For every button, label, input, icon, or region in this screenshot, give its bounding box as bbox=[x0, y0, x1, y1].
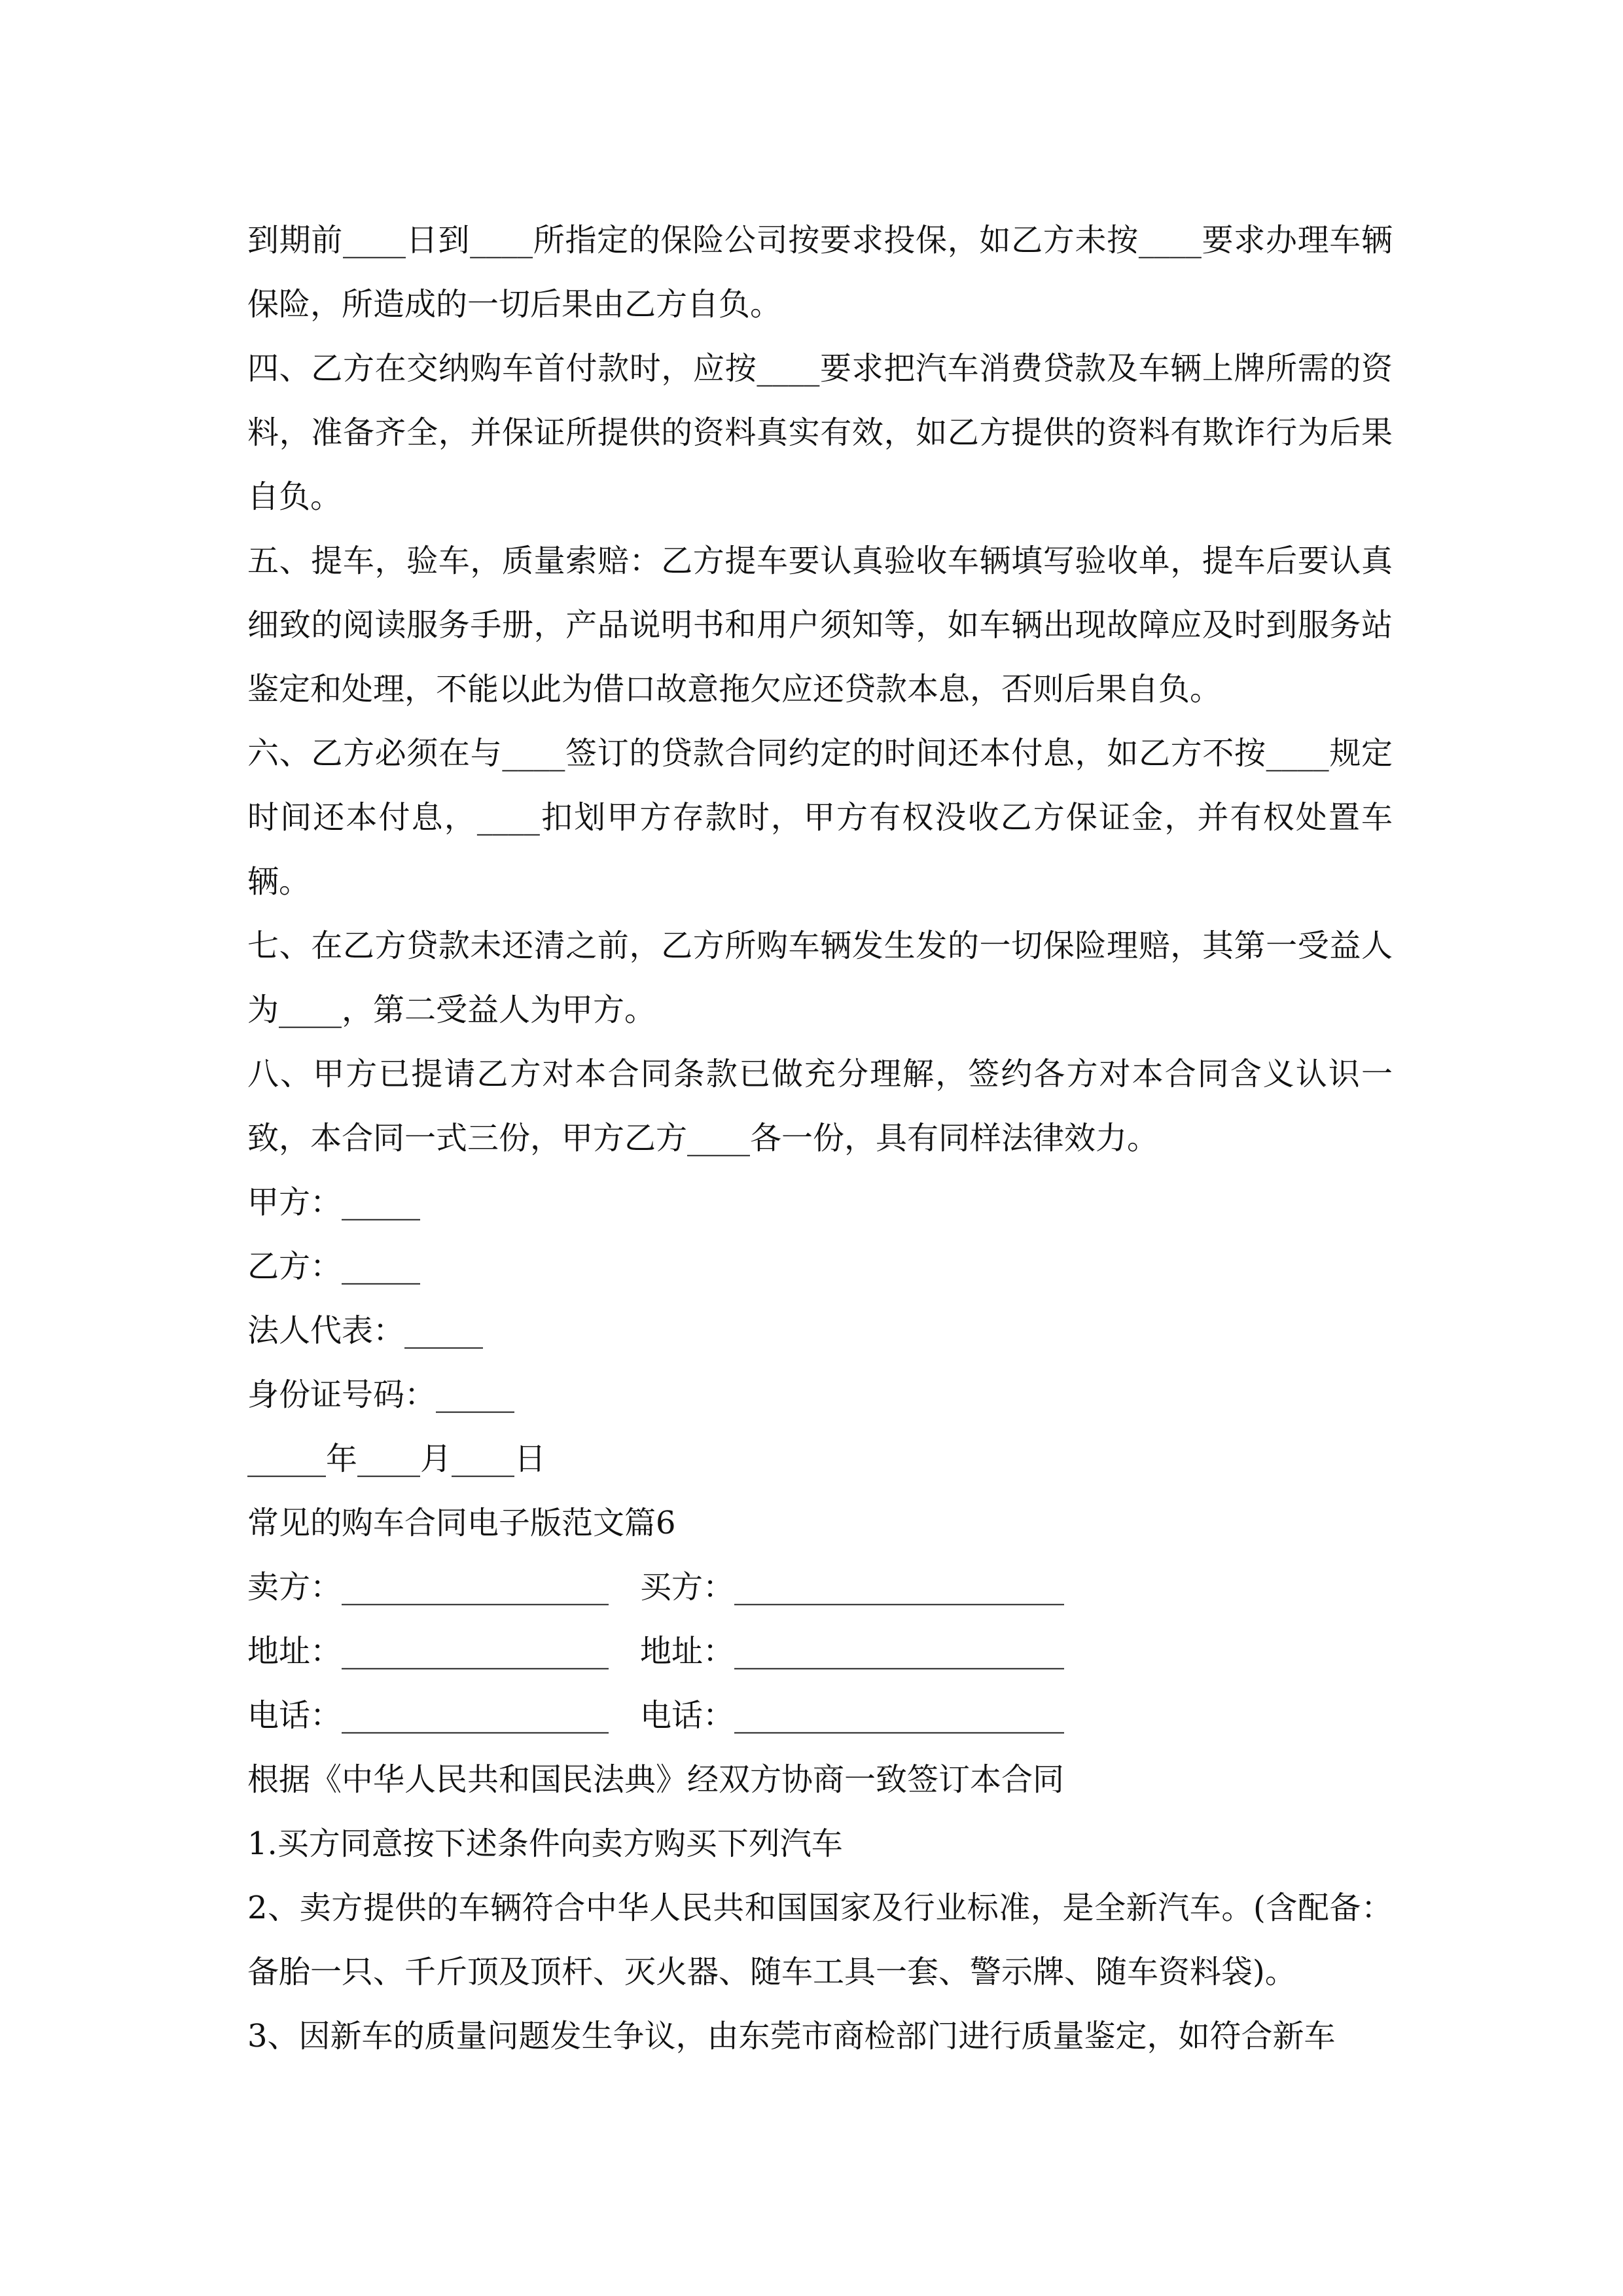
party-row-address bbox=[247, 1619, 1393, 1683]
clause-7: 七、在乙方贷款未还清之前，乙方所购车辆发生发的一切保险理赔，其第一受益人为____，第二受益人为甲方。 bbox=[247, 927, 1393, 1028]
signature-legal-rep: 法人代表：_____ bbox=[247, 1312, 484, 1349]
clause-insurance: 到期前____日到____所指定的保险公司按要求投保，如乙方未按____要求办理车辆保险，所造成的一切后果由乙方自负。 bbox=[247, 222, 1393, 323]
seller-address: 地址：_________________ bbox=[247, 1633, 609, 1670]
clause-b1: 1.买方同意按下述条件向卖方购买下列汽车 bbox=[247, 1825, 843, 1862]
contract-basis: 根据《中华人民共和国民法典》经双方协商一致签订本合同 bbox=[247, 1761, 1065, 1798]
clause-5: 五、提车，验车，质量索赔：乙方提车要认真验收车辆填写验收单，提车后要认真细致的阅读服务手册，产品说明书和用户须知等，如车辆出现故障应及时到服务站鉴定和处理，不能以此为借口故意拖欠应还贷款本息，否则后果自负。 bbox=[247, 543, 1393, 708]
signature-date: _____年____月____日 bbox=[247, 1441, 546, 1477]
buyer-name: 买方：_____________________ bbox=[640, 1569, 1065, 1605]
section-title: 常见的购车合同电子版范文篇6 bbox=[247, 1505, 676, 1541]
party-row-phone bbox=[247, 1683, 1393, 1748]
signature-id-number: 身份证号码：_____ bbox=[247, 1376, 515, 1413]
buyer-address: 地址：_____________________ bbox=[640, 1633, 1065, 1670]
clause-6: 六、乙方必须在与____签订的贷款合同约定的时间还本付息，如乙方不按____规定时间还本付息，____扣划甲方存款时，甲方有权没收乙方保证金，并有权处置车辆。 bbox=[247, 735, 1393, 900]
clause-4: 四、乙方在交纳购车首付款时，应按____要求把汽车消费贷款及车辆上牌所需的资料，准备齐全，并保证所提供的资料真实有效，如乙方提供的资料有欺诈行为后果自负。 bbox=[247, 350, 1393, 515]
clause-8: 八、甲方已提请乙方对本合同条款已做充分理解，签约各方对本合同含义认识一致，本合同一式三份，甲方乙方____各一份，具有同样法律效力。 bbox=[247, 1056, 1393, 1157]
clause-b3: 3、因新车的质量问题发生争议，由东莞市商检部门进行质量鉴定，如符合新车 bbox=[247, 2018, 1336, 2054]
buyer-phone: 电话：_____________________ bbox=[640, 1697, 1065, 1734]
signature-party-a: 甲方：_____ bbox=[247, 1184, 421, 1221]
signature-party-b: 乙方：_____ bbox=[247, 1248, 421, 1285]
contract-body bbox=[247, 208, 1393, 2068]
seller-name: 卖方：_________________ bbox=[247, 1569, 609, 1605]
clause-b2: 2、卖方提供的车辆符合中华人民共和国国家及行业标准，是全新汽车。(含配备：备胎一只、千斤顶及顶杆、灭火器、随车工具一套、警示牌、随车资料袋)。 bbox=[247, 1890, 1393, 1990]
seller-phone: 电话：_________________ bbox=[247, 1697, 609, 1734]
party-row-name bbox=[247, 1555, 1393, 1619]
